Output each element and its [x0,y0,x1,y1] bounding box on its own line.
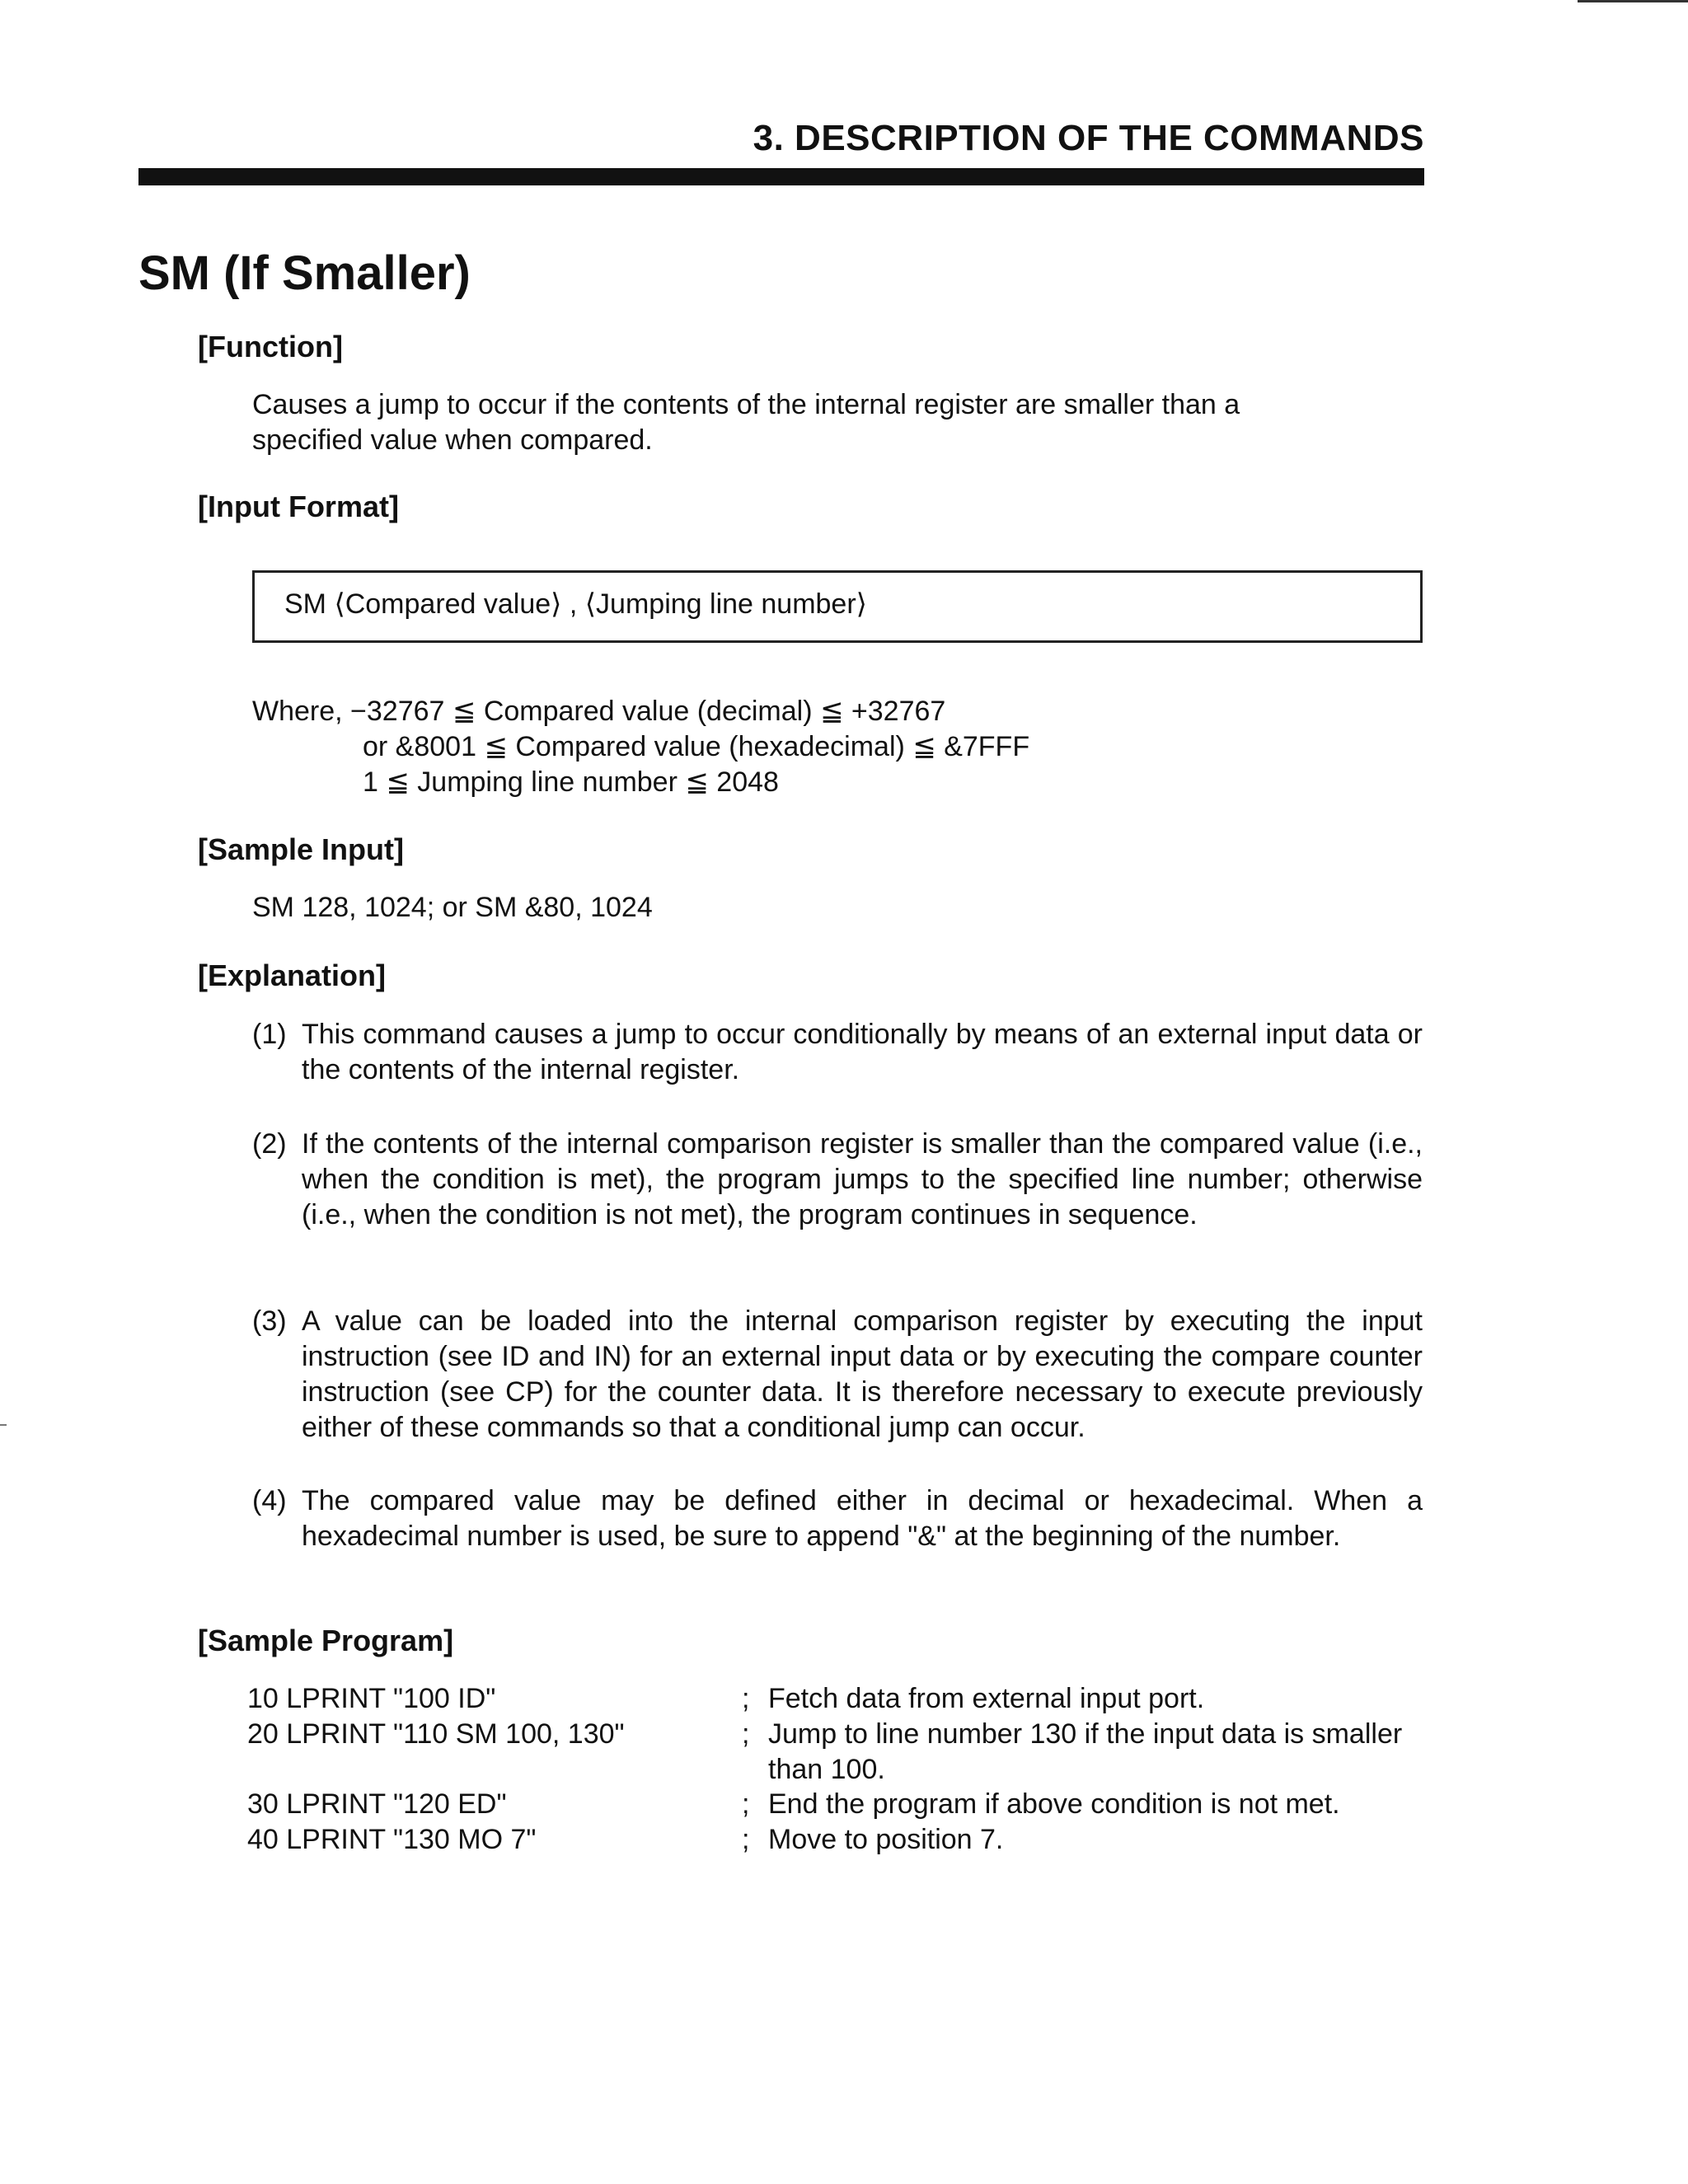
sample-input-text: SM 128, 1024; or SM &80, 1024 [252,892,653,923]
comment-semicolon: ; [742,1683,750,1714]
item-text: The compared value may be defined either in decimal or hexadecimal. When a hexadecimal number is used, be sure to append "&" at the beginning of the number. [302,1485,1423,1552]
program-code-line: 40 LPRINT "130 MO 7" [247,1824,537,1855]
item-number: (3) [252,1305,287,1337]
item-number: (2) [252,1128,287,1160]
chapter-header: 3. DESCRIPTION OF THE COMMANDS [753,118,1424,158]
header-rule [138,168,1424,185]
function-line-2: specified value when compared. [252,424,653,456]
where-line-1: Where, −32767 ≦ Compared value (decimal) ≦ +32767 [252,696,946,727]
margin-scan-tick [0,1424,7,1426]
item-number: (4) [252,1485,287,1516]
item-text: If the contents of the internal comparison register is smaller than the compared value (i.e., when the condition is met), the program jumps to the specified line number; otherwise (i.e., when the condition is not met), the program continues in sequence. [302,1128,1423,1230]
sample-program-heading: [Sample Program] [198,1624,454,1657]
page-title: SM (If Smaller) [138,246,471,300]
comment-semicolon: ; [742,1718,750,1750]
where-line-2: or &8001 ≦ Compared value (hexadecimal) ≦ &7FFF [363,731,1030,762]
explanation-item [252,1483,1423,1554]
explanation-item [252,1127,1423,1233]
comment-text: Fetch data from external input port. [768,1683,1205,1714]
comment-text: Move to position 7. [768,1824,1004,1855]
comment-semicolon: ; [742,1824,750,1855]
explanation-item [252,1304,1423,1446]
program-comment [742,1787,1426,1822]
corner-scan-mark [1578,0,1688,2]
explanation-heading: [Explanation] [198,958,387,992]
comment-text: Jump to line number 130 if the input data is smaller than 100. [768,1718,1403,1785]
program-code-line: 20 LPRINT "110 SM 100, 130" [247,1718,625,1750]
where-line-3: 1 ≦ Jumping line number ≦ 2048 [363,766,779,798]
program-comment [742,1717,1426,1788]
function-line-1: Causes a jump to occur if the contents of the internal register are smaller than a [252,389,1240,420]
comment-text: End the program if above condition is not met. [768,1788,1340,1820]
item-text: This command causes a jump to occur conditionally by means of an external input data or the contents of the internal register. [302,1019,1423,1085]
program-code-line: 30 LPRINT "120 ED" [247,1788,507,1820]
input-format-box [252,570,1423,643]
program-code-line: 10 LPRINT "100 ID" [247,1683,496,1714]
comment-semicolon: ; [742,1788,750,1820]
program-comment [742,1681,1426,1717]
program-comment [742,1822,1426,1858]
explanation-item [252,1017,1423,1088]
item-text: A value can be loaded into the internal comparison register by executing the input instruction (see ID and IN) for an external input data or by executing the compare counter instruction (see CP) for the counter data. It is therefore necessary to execute previously either of these commands so that a conditional jump can occur. [302,1305,1423,1443]
input-format-syntax: SM ⟨Compared value⟩ , ⟨Jumping line number⟩ [284,588,867,620]
input-format-heading: [Input Format] [198,490,399,523]
function-heading: [Function] [198,330,343,363]
item-number: (1) [252,1019,287,1050]
sample-input-heading: [Sample Input] [198,832,404,866]
